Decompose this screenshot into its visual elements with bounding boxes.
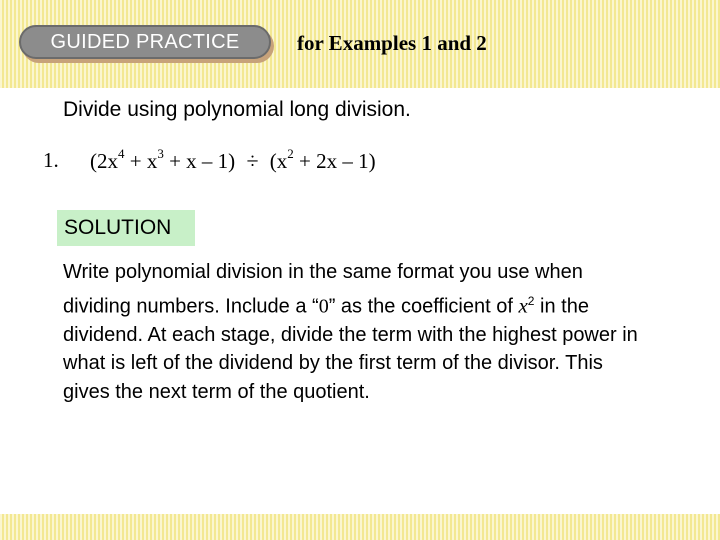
divisor: $(x^2 + 2x - 1)$ [269, 146, 376, 173]
banner-pill [19, 25, 271, 59]
dividend: $(2x^4 + x^3 + x - 1)$ [90, 146, 236, 173]
footer-background [0, 514, 720, 540]
divide-sign: ÷ [246, 148, 259, 173]
guided-practice-banner [19, 25, 275, 63]
instruction-text: Divide using polynomial long division. [63, 98, 411, 121]
header-subtitle: for Examples 1 and 2 [297, 31, 487, 55]
solution-label: SOLUTION [57, 210, 195, 246]
banner-label: GUIDED PRACTICE [50, 30, 240, 53]
solution-text: Write polynomial division in the same format you use when dividing numbers. Include a “0” as the coefficient of $x^2$ in the dividend. At each stage, divide the term with the highest power in what is left of the dividend by the first term of the divisor. This gives the next term of the quotient. [63, 261, 638, 403]
problem-number: 1. [43, 148, 59, 172]
problem-expression [90, 148, 376, 174]
